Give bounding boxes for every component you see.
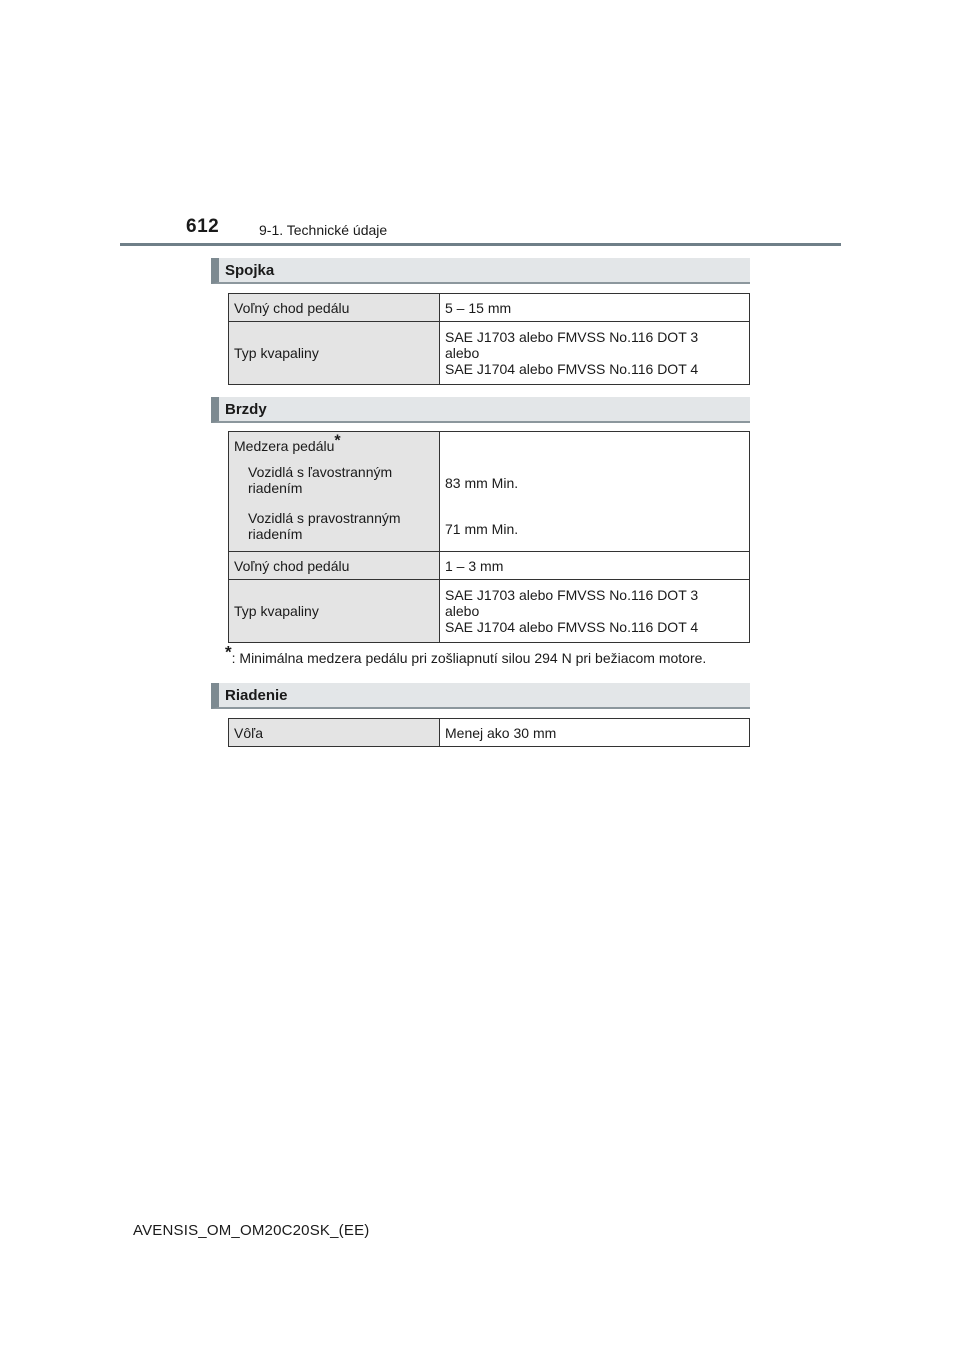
brake-free-play-value: 1 – 3 mm [440,552,750,580]
clutch-fluid-line-2: alebo [445,345,480,361]
brake-pedal-gap-values [440,432,750,552]
brake-pedal-gap-title: Medzera pedálu [234,438,335,454]
table-row [229,719,750,747]
rhd-label-line-1: Vozidlá s pravostranným [248,510,401,526]
lhd-label-line-2: riadením [248,480,303,496]
footnote-star: * [334,432,341,450]
table-row [229,322,750,385]
footnote-mark: * [225,642,232,662]
table-row [229,432,750,552]
section-header-brakes [211,397,750,423]
brake-pedal-gap-label [229,432,440,552]
clutch-spec-table [228,293,750,385]
brake-fluid-type-label: Typ kvapaliny [229,580,440,643]
brake-fluid-line-1: SAE J1703 alebo FMVSS No.116 DOT 3 [445,587,699,603]
page-number: 612 [186,216,220,237]
rhd-label-line-2: riadením [248,526,303,542]
clutch-free-play-label: Voľný chod pedálu [229,294,440,322]
section-header-steering [211,683,750,709]
steering-play-label: Vôľa [229,719,440,747]
brake-fluid-line-2: alebo [445,603,480,619]
table-row [229,580,750,643]
lhd-pedal-gap-value: 83 mm Min. [445,475,519,491]
section-title-brakes: Brzdy [225,401,267,418]
lhd-label-line-1: Vozidlá s ľavostranným [248,464,393,480]
clutch-fluid-line-3: SAE J1704 alebo FMVSS No.116 DOT 4 [445,361,699,377]
rhd-pedal-gap-value: 71 mm Min. [445,521,519,537]
brakes-spec-table [228,431,750,643]
clutch-fluid-line-1: SAE J1703 alebo FMVSS No.116 DOT 3 [445,329,699,345]
table-row [229,294,750,322]
clutch-free-play-value: 5 – 15 mm [440,294,750,322]
header-divider [120,243,841,246]
clutch-fluid-type-label: Typ kvapaliny [229,322,440,385]
clutch-fluid-type-value [440,322,750,385]
chapter-title: 9-1. Technické údaje [259,222,388,238]
brake-fluid-line-3: SAE J1704 alebo FMVSS No.116 DOT 4 [445,619,699,635]
table-row [229,552,750,580]
section-title-clutch: Spojka [225,262,275,279]
section-title-steering: Riadenie [225,687,288,704]
brake-fluid-type-value [440,580,750,643]
brake-footnote [225,642,707,666]
steering-spec-table [228,718,750,747]
document-code: AVENSIS_OM_OM20C20SK_(EE) [133,1222,370,1239]
brake-free-play-label: Voľný chod pedálu [229,552,440,580]
footnote-text: : Minimálna medzera pedálu pri zošliapnutí silou 294 N pri bežiacom motore. [231,650,707,666]
steering-play-value: Menej ako 30 mm [440,719,750,747]
section-header-clutch [211,258,750,284]
